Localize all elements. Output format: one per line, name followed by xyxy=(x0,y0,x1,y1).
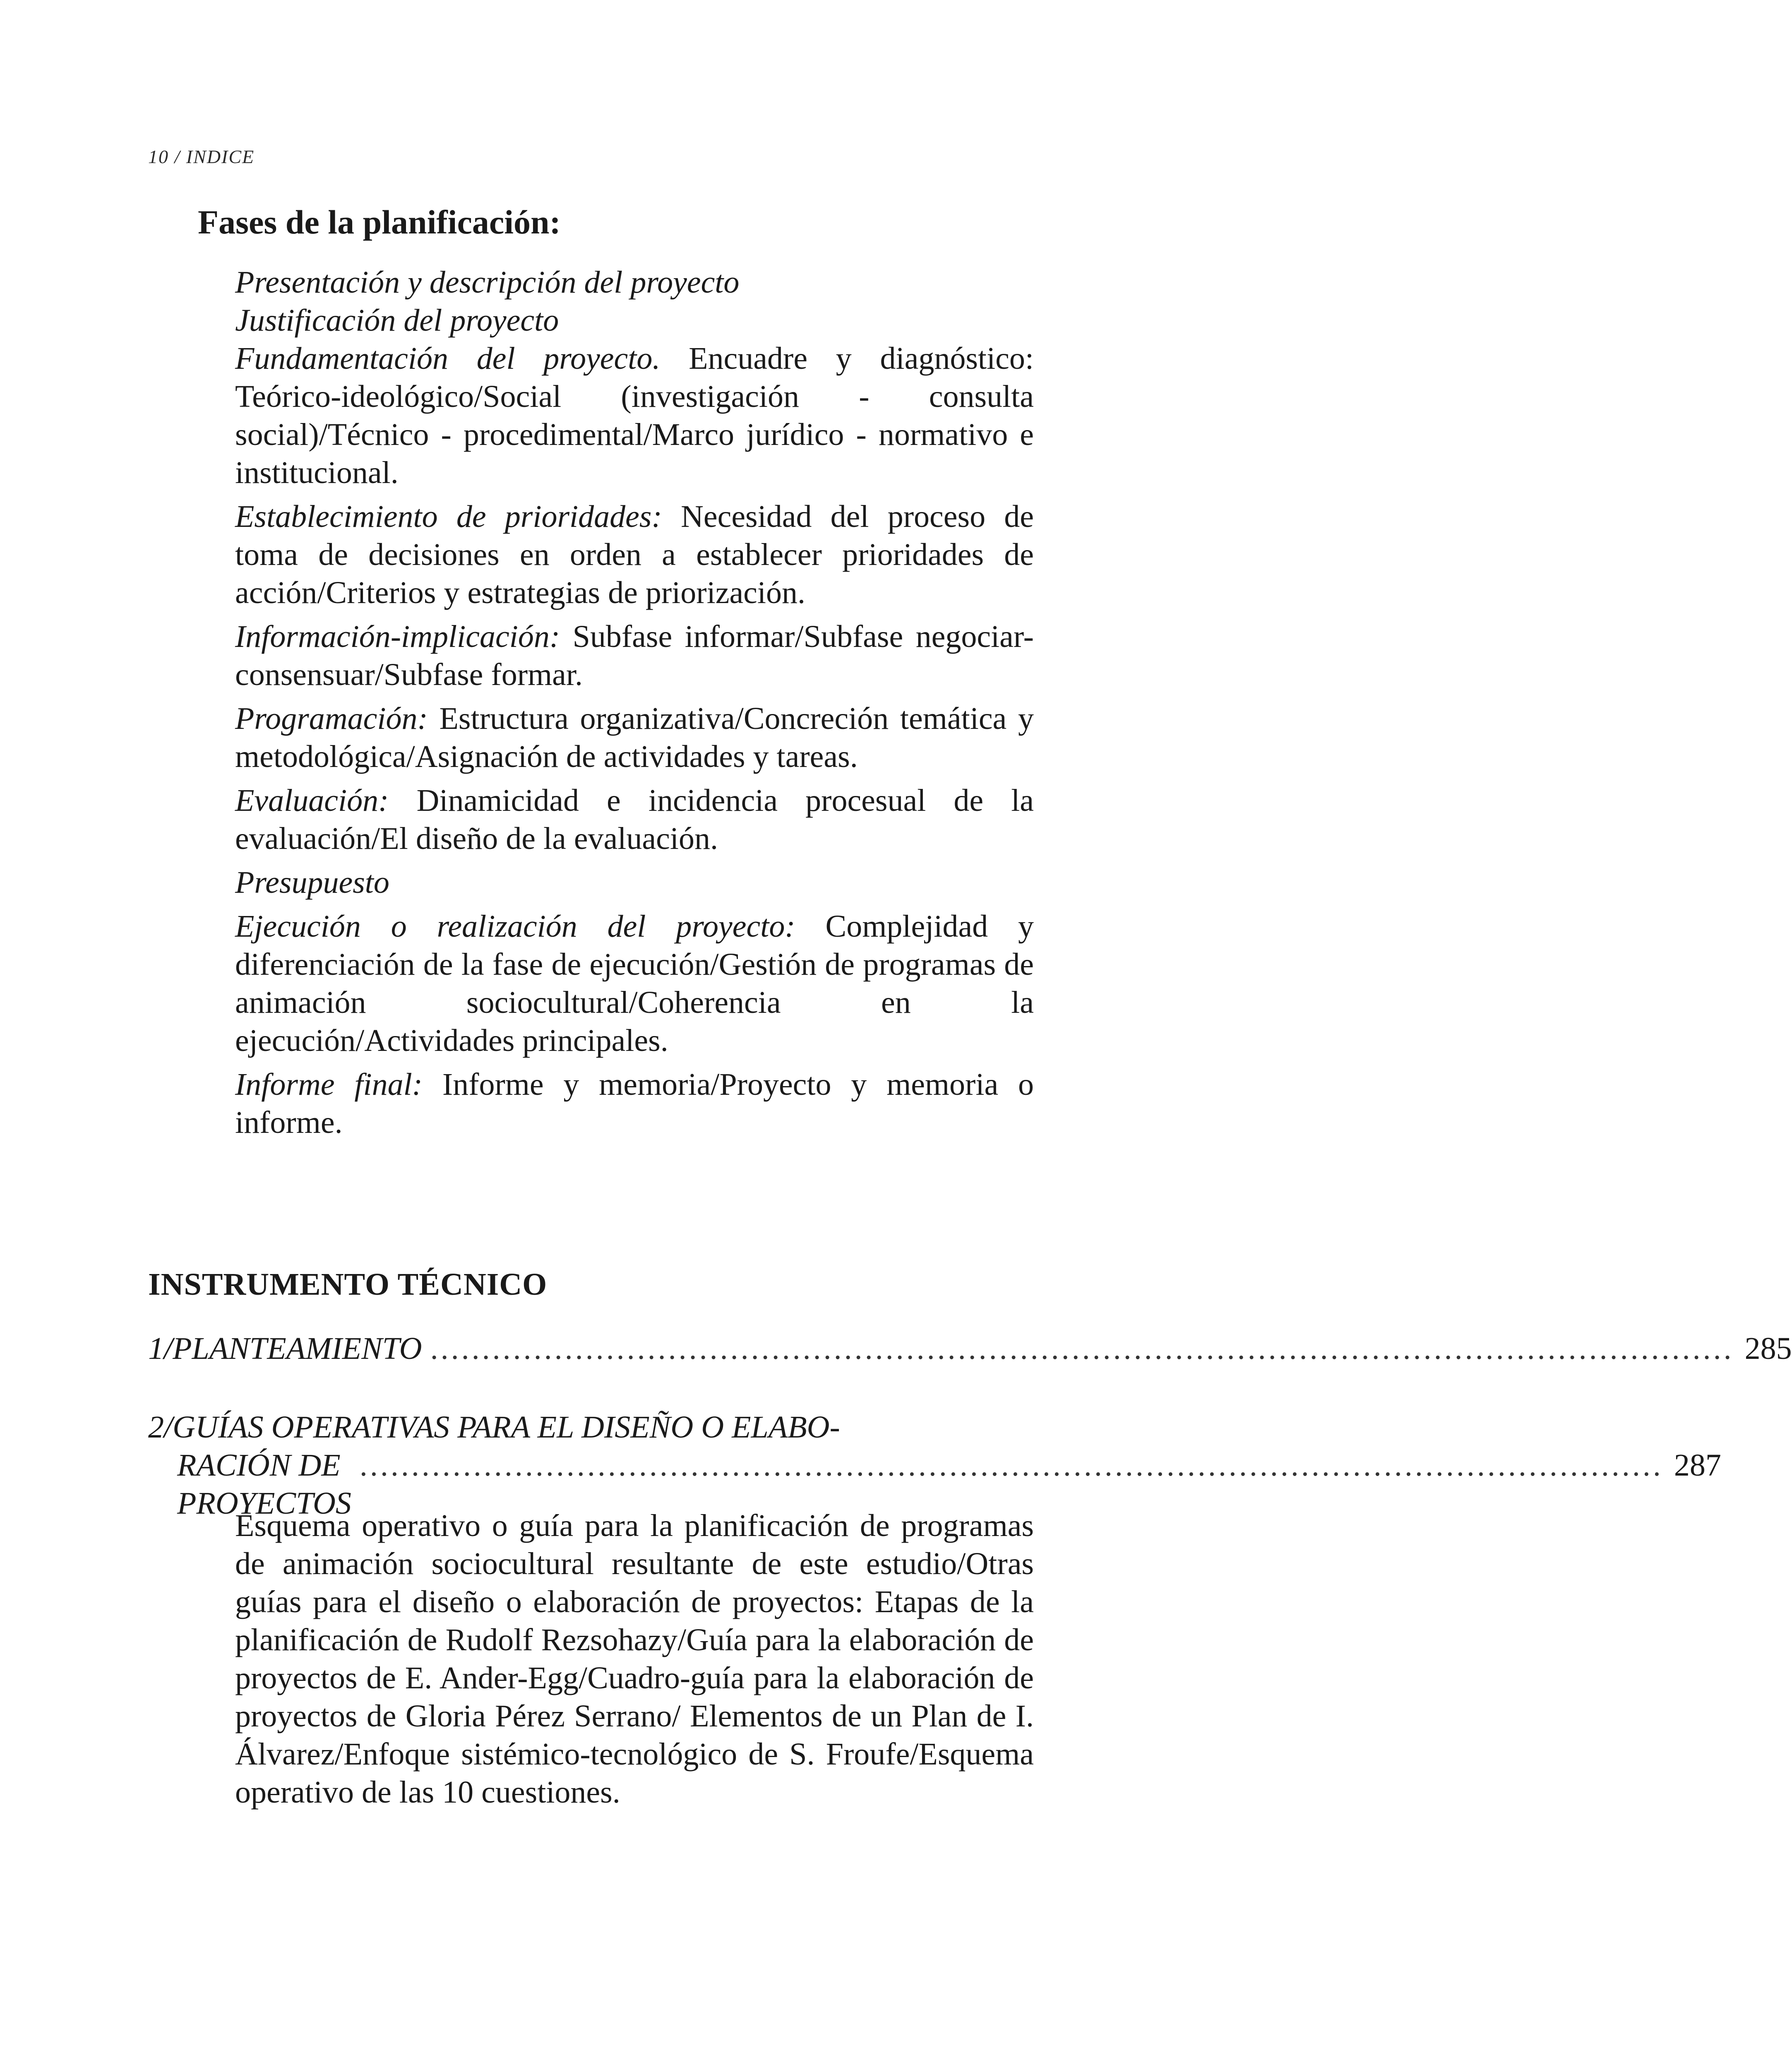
phase-item-programacion xyxy=(235,700,1034,776)
toc-leader-dots: .............................................................................................................................. xyxy=(430,1331,1734,1366)
phase-title: Fundamentación del proyecto. xyxy=(235,341,661,376)
toc-page-number: 287 xyxy=(1674,1448,1721,1483)
phase-item-evaluacion xyxy=(235,781,1034,858)
toc-label-line1: 2/GUÍAS OPERATIVAS PARA EL DISEÑO O ELABO- xyxy=(148,1410,840,1445)
phase-item-informe xyxy=(235,1065,1034,1142)
phase-text: Subfase informar/Subfase negociar-consensuar/Subfase formar. xyxy=(235,619,1034,692)
phase-title: Justificación del proyecto xyxy=(235,303,559,338)
phase-text: Informe y memoria/Proyecto y memoria o informe. xyxy=(235,1067,1034,1140)
phase-title: Presentación y descripción del proyecto xyxy=(235,265,740,300)
phase-item-informacion xyxy=(235,618,1034,694)
phase-title: Establecimiento de prioridades: xyxy=(235,499,662,534)
toc-label: 1/PLANTEAMIENTO xyxy=(148,1331,422,1366)
phase-heading: Fases de la planificación: xyxy=(198,203,561,241)
toc-entry-guias-operativas[interactable] xyxy=(148,1408,1721,1522)
phase-title: Programación: xyxy=(235,701,428,736)
phase-item-fundamentacion xyxy=(235,339,1034,492)
toc-leader-dots: .............................................................................................................................. xyxy=(359,1448,1663,1483)
phase-title: Información-implicación: xyxy=(235,619,560,654)
phase-item-presupuesto xyxy=(235,863,1034,901)
phase-title: Presupuesto xyxy=(235,865,389,900)
phase-item-ejecucion xyxy=(235,907,1034,1060)
phase-item-presentacion xyxy=(235,263,1034,301)
section-heading: INSTRUMENTO TÉCNICO xyxy=(148,1267,548,1302)
toc-line xyxy=(148,1329,1792,1368)
running-head: 10 / INDICE xyxy=(148,146,255,167)
phase-title: Evaluación: xyxy=(235,783,389,818)
phase-item-justificacion xyxy=(235,301,1034,339)
phase-text: Necesidad del proceso de toma de decisiones en orden a establecer prioridades de acción/Criterios y estrategias de priorización. xyxy=(235,499,1034,610)
toc-page-number: 285 xyxy=(1744,1331,1792,1366)
phase-list xyxy=(235,263,1034,1147)
phase-title: Ejecución o realización del proyecto: xyxy=(235,909,795,944)
phase-text: Dinamicidad e incidencia procesual de la evaluación/El diseño de la evaluación. xyxy=(235,783,1034,856)
phase-title: Informe final: xyxy=(235,1067,423,1102)
phase-text: Complejidad y diferenciación de la fase de ejecución/Gestión de programas de animación sociocultural/Coherencia en la ejecución/Actividades principales. xyxy=(235,909,1034,1058)
toc-label-line2: RACIÓN DE PROYECTOS xyxy=(177,1448,351,1521)
toc-entry-planteamiento[interactable] xyxy=(148,1329,1792,1368)
phase-item-prioridades xyxy=(235,498,1034,612)
phase-text: Estructura organizativa/Concreción temática y metodológica/Asignación de actividades y tareas. xyxy=(235,701,1034,774)
toc-description: Esquema operativo o guía para la planificación de programas de animación sociocultural resultante de este estudio/Otras guías para el diseño o elaboración de proyectos: Etapas de la planificación de Rudolf Rezsohazy/Guía para la elaboración de proyectos de E. Ander-Egg/Cuadro-guía para la elaboración de proyectos de Gloria Pérez Serrano/ Elementos de un Plan de I. Álvarez/Enfoque sistémico-tecnológico de S. Froufe/Esquema operativo de las 10 cuestiones. xyxy=(235,1508,1034,1810)
phase-text: Encuadre y diagnóstico: Teórico-ideológico/Social (investigación - consulta social)/Técnico - procedimental/Marco jurídico - normativo e institucional. xyxy=(235,341,1034,490)
